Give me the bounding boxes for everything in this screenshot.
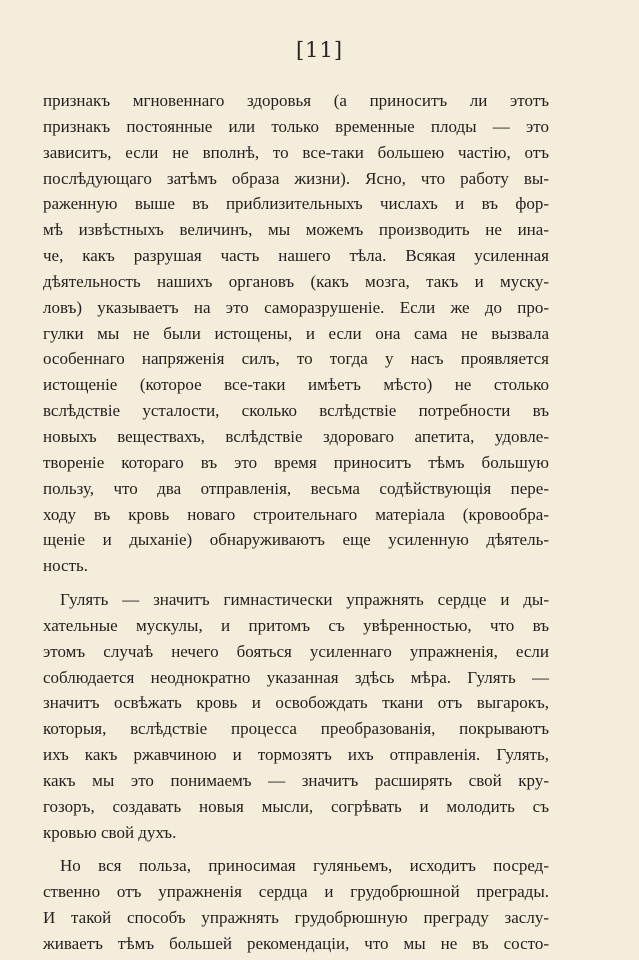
text-line: раженную выше въ приблизительныхъ числахъ и въ фор- [43,194,549,214]
text-line: гулки мы не были истощены, и если она сама не вызвала [43,323,549,343]
text-line: ходу въ кровь новаго строительнаго матеріала (кровообра- [43,504,549,524]
text-line: признакъ постоянные или только временные плоды — это [43,116,549,136]
text-line: признакъ мгновеннаго здоровья (а приноситъ ли этотъ [43,91,549,110]
text-line: ственно отъ упражненія сердца и грудобрюшной преграды. [43,882,549,902]
page-number: [11] [295,38,344,62]
text-line: которыя, вслѣдствіе процесса преобразованія, покрываютъ [43,719,549,739]
text-line: зависитъ, если не вполнѣ, то все-таки большею частію, отъ [43,142,549,162]
paragraph [43,587,549,845]
text-line: твореніе котораго въ это время приноситъ тѣмъ большую [43,452,549,472]
text-line: значитъ освѣжать кровь и освобождать ткани отъ выгарокъ, [43,693,549,713]
text-line: какъ мы это понимаемъ — значитъ расширять свой кру- [43,770,549,790]
text-line: мѣ извѣстныхъ величинъ, мы можемъ производить не ина- [43,220,549,240]
paragraph [43,853,549,956]
text-line: кровью свой духъ. [43,822,177,842]
text-line: И такой способъ упражнять грудобрюшную преграду заслу- [43,908,549,928]
text-line: дѣятельность нашихъ органовъ (какъ мозга, такъ и муску- [43,271,549,291]
text-line: щеніе и дыханіе) обнаруживаютъ еще усиленную дѣятель- [43,530,549,550]
text-line: вслѣдствіе усталости, сколько вслѣдствіе потребности въ [43,401,549,421]
paragraph [43,88,549,579]
text-line: живаетъ тѣмъ большей рекомендаціи, что мы не въ состо- [43,934,549,953]
text-line: пользу, что два отправленія, весьма содѣйствующія пере- [43,478,549,498]
body-text [43,88,549,957]
text-line: че, какъ разрушая часть нашего тѣла. Всякая усиленная [43,246,549,266]
text-line: этомъ случаѣ нечего бояться усиленнаго упражненія, если [43,641,549,661]
text-line: особеннаго напряженія силъ, то тогда у насъ проявляется [43,349,549,369]
text-line: послѣдующаго затѣмъ образа жизни). Ясно, что работу вы- [43,168,549,188]
text-line: истощеніе (которое все-таки имѣетъ мѣсто) не столько [43,375,549,395]
text-line: новыхъ веществахъ, вслѣдствіе здороваго апетита, удовле- [43,426,549,446]
text-line: ловъ) указываетъ на это саморазрушеніе. Если же до про- [43,297,549,317]
text-line: соблюдается неоднократно указанная здѣсь мѣра. Гулять — [43,667,549,687]
text-line: гозоръ, создавать новыя мысли, согрѣвать и молодить съ [43,796,549,816]
text-line: Но вся польза, приносимая гуляньемъ, исходитъ посред- [60,856,549,876]
text-line: хательные мускулы, и притомъ съ увѣренностью, что въ [43,615,549,635]
text-line: Гулять — значитъ гимнастически упражнять сердце и ды- [60,590,549,610]
text-line: ность. [43,556,88,576]
text-line: ихъ какъ ржавчиною и тормозятъ ихъ отправленія. Гулять, [43,745,549,765]
